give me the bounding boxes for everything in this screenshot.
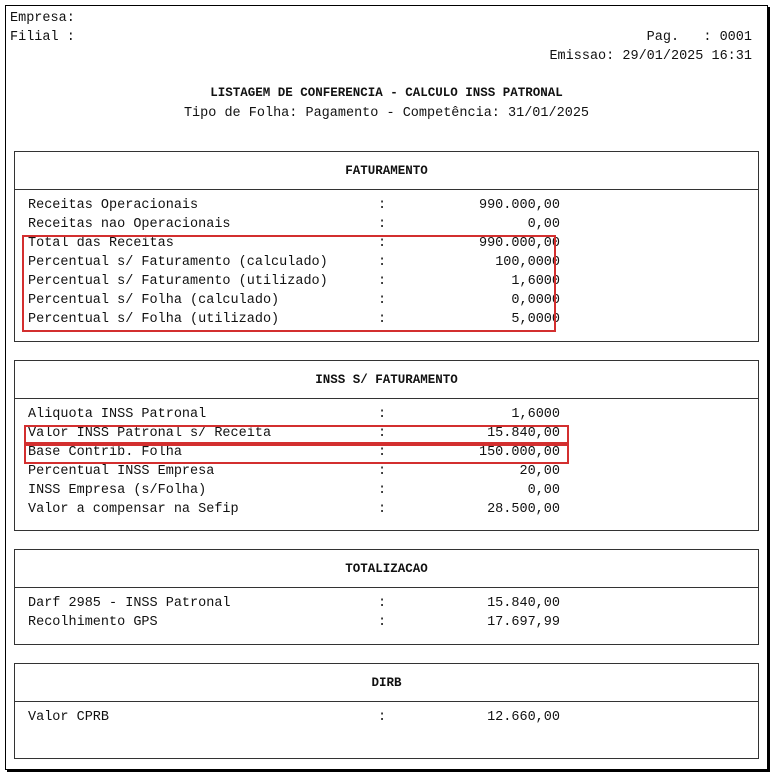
row-value: 990.000,00 <box>478 236 560 251</box>
row-label: Valor a compensar na Sefip <box>28 502 239 517</box>
row-recolhimento-gps <box>28 615 568 634</box>
row-separator: : <box>378 407 387 422</box>
row-label: Percentual s/ Folha (calculado) <box>28 293 280 308</box>
row-value: 15.840,00 <box>487 596 560 611</box>
highlight-box-base-contrib <box>24 444 569 464</box>
row-value: 990.000,00 <box>478 198 560 213</box>
row-label: Valor INSS Patronal s/ Receita <box>28 426 272 441</box>
row-value: 5,0000 <box>511 312 560 327</box>
row-aliquota <box>28 407 568 426</box>
row-value: 0,00 <box>527 217 560 232</box>
row-separator: : <box>378 293 387 308</box>
row-valor-compensar-sefip <box>28 502 568 521</box>
row-separator: : <box>378 502 387 517</box>
row-label: Recolhimento GPS <box>28 615 158 630</box>
row-label: Percentual s/ Faturamento (calculado) <box>28 255 328 270</box>
section-title: TOTALIZACAO <box>15 550 758 588</box>
section-dirb <box>14 663 759 759</box>
row-separator: : <box>378 445 387 460</box>
section-totalizacao <box>14 549 759 645</box>
emission-date: Emissao: 29/01/2025 16:31 <box>549 49 752 64</box>
row-inss-empresa-folha <box>28 483 568 502</box>
row-value: 15.840,00 <box>487 426 560 441</box>
filial-label: Filial : <box>10 30 75 45</box>
row-separator: : <box>378 710 387 725</box>
page-number: Pag. : 0001 <box>646 30 752 45</box>
row-separator: : <box>378 615 387 630</box>
row-receitas-nao-operacionais <box>28 217 568 236</box>
highlight-box-valor-inss <box>24 425 569 444</box>
row-value: 0,0000 <box>511 293 560 308</box>
row-value: 12.660,00 <box>487 710 560 725</box>
row-value: 100,0000 <box>495 255 560 270</box>
highlight-box-faturamento <box>22 235 556 332</box>
row-label: Percentual INSS Empresa <box>28 464 215 479</box>
row-separator: : <box>378 312 387 327</box>
section-title: FATURAMENTO <box>15 152 758 190</box>
row-value: 0,00 <box>527 483 560 498</box>
section-title: DIRB <box>15 664 758 702</box>
report-title: LISTAGEM DE CONFERENCIA - CALCULO INSS PATRONAL <box>210 86 563 100</box>
row-value: 150.000,00 <box>478 445 560 460</box>
row-label: Receitas Operacionais <box>28 198 199 213</box>
row-separator: : <box>378 464 387 479</box>
row-label: Base Contrib. Folha <box>28 445 182 460</box>
row-label: Receitas nao Operacionais <box>28 217 231 232</box>
row-separator: : <box>378 274 387 289</box>
report-subtitle: Tipo de Folha: Pagamento - Competência: 31/01/2025 <box>183 106 590 121</box>
row-value: 20,00 <box>519 464 560 479</box>
row-label: Aliquota INSS Patronal <box>28 407 207 422</box>
row-separator: : <box>378 255 387 270</box>
row-label: Percentual s/ Faturamento (utilizado) <box>28 274 328 289</box>
row-separator: : <box>378 483 387 498</box>
row-separator: : <box>378 596 387 611</box>
section-title: INSS S/ FATURAMENTO <box>15 361 758 399</box>
row-percentual-inss-empresa <box>28 464 568 483</box>
row-separator: : <box>378 217 387 232</box>
row-label: Valor CPRB <box>28 710 110 725</box>
row-receitas-operacionais <box>28 198 568 217</box>
row-valor-cprb <box>28 710 568 729</box>
row-separator: : <box>378 236 387 251</box>
row-value: 28.500,00 <box>487 502 560 517</box>
row-separator: : <box>378 198 387 213</box>
row-label: Darf 2985 - INSS Patronal <box>28 596 231 611</box>
row-separator: : <box>378 426 387 441</box>
row-value: 1,6000 <box>511 407 560 422</box>
row-label: INSS Empresa (s/Folha) <box>28 483 207 498</box>
row-label: Total das Receitas <box>28 236 174 251</box>
row-value: 1,6000 <box>511 274 560 289</box>
row-darf-2985 <box>28 596 568 615</box>
row-label: Percentual s/ Folha (utilizado) <box>28 312 280 327</box>
empresa-label: Empresa: <box>10 11 75 26</box>
row-value: 17.697,99 <box>487 615 560 630</box>
